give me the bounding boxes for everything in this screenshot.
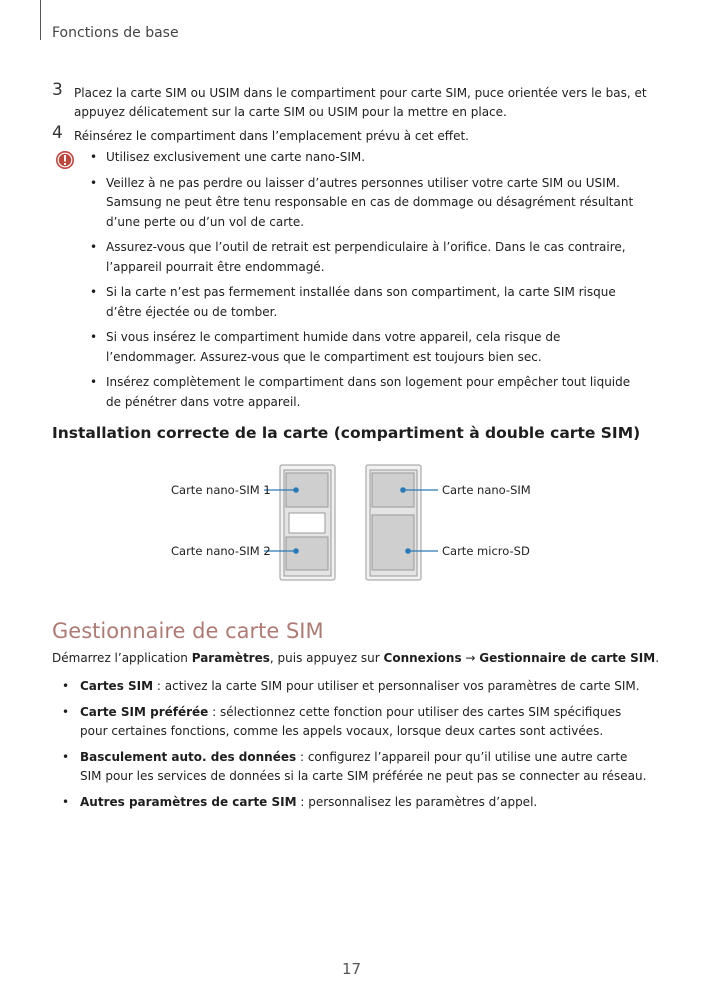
tray-right — [366, 465, 421, 580]
page-number: 17 — [341, 960, 362, 978]
tray-left — [280, 465, 335, 580]
step-4 — [52, 123, 652, 146]
sim-tray-diagram — [0, 460, 703, 590]
diagram-title: Installation correcte de la carte (compartiment à double carte SIM) — [52, 424, 641, 442]
warning-list — [88, 148, 648, 418]
list-item: • Utilisez exclusivement une carte nano-SIM. — [90, 150, 366, 164]
step-3 — [52, 80, 652, 122]
section-intro: Démarrez l’application Paramètres, puis appuyez sur Connexions → Gestionnaire de carte SIM. — [52, 651, 660, 665]
chapter-header: Fonctions de base — [52, 25, 179, 41]
caution-icon — [55, 150, 75, 170]
label-nano-sim-1: Carte nano-SIM 1 — [171, 483, 271, 497]
list-item: • Si vous insérez le compartiment humide dans votre appareil, cela risque de l’endommager. Assurez-vous que le compartiment est toujours bien sec. — [90, 330, 561, 364]
label-nano-sim: Carte nano-SIM — [442, 483, 531, 497]
list-item: • Carte SIM préférée : sélectionnez cette fonction pour utiliser des cartes SIM spécifiques pour certaines fonctions, comme les appels vocaux, lorsque deux cartes sont activées. — [62, 704, 622, 738]
list-item: • Assurez-vous que l’outil de retrait est perpendiculaire à l’orifice. Dans le cas contraire, l’appareil pourrait être endommagé. — [90, 240, 626, 274]
settings-list — [62, 677, 652, 818]
step-text: Placez la carte SIM ou USIM dans le compartiment pour carte SIM, puce orientée vers le bas, et appuyez délicatement sur la carte SIM ou USIM pour la mettre en place. — [74, 86, 647, 119]
label-nano-sim-2: Carte nano-SIM 2 — [171, 544, 271, 558]
section-title: Gestionnaire de carte SIM — [52, 619, 324, 643]
list-item: • Basculement auto. des données : configurez l’appareil pour qu’il utilise une autre carte SIM pour les services de données si la carte SIM préférée ne peut pas se connecter au réseau. — [62, 749, 647, 783]
step-number: 3 — [52, 80, 63, 100]
step-number: 4 — [52, 123, 63, 143]
list-item: • Si la carte n’est pas fermement installée dans son compartiment, la carte SIM risque d’être éjectée ou de tomber. — [90, 285, 616, 319]
sim-tray-illustration — [0, 460, 703, 590]
step-text: Réinsérez le compartiment dans l’emplacement prévu à cet effet. — [74, 129, 469, 143]
micro-sd-card — [372, 515, 414, 570]
list-item: • Autres paramètres de carte SIM : personnalisez les paramètres d’appel. — [62, 794, 538, 809]
label-micro-sd: Carte micro-SD — [442, 544, 530, 558]
list-item: • Insérez complètement le compartiment dans son logement pour empêcher tout liquide de pénétrer dans votre appareil. — [90, 375, 631, 409]
nano-sim-card-2 — [286, 537, 328, 570]
list-item: • Cartes SIM : activez la carte SIM pour utiliser et personnaliser vos paramètres de carte SIM. — [62, 679, 640, 693]
list-item: • Veillez à ne pas perdre ou laisser d’autres personnes utiliser votre carte SIM ou USIM. Samsung ne peut être tenu responsable en cas de dommage ou désagrément résultant d’une perte ou d’un vol de carte. — [90, 175, 634, 229]
header-rule — [40, 0, 41, 40]
